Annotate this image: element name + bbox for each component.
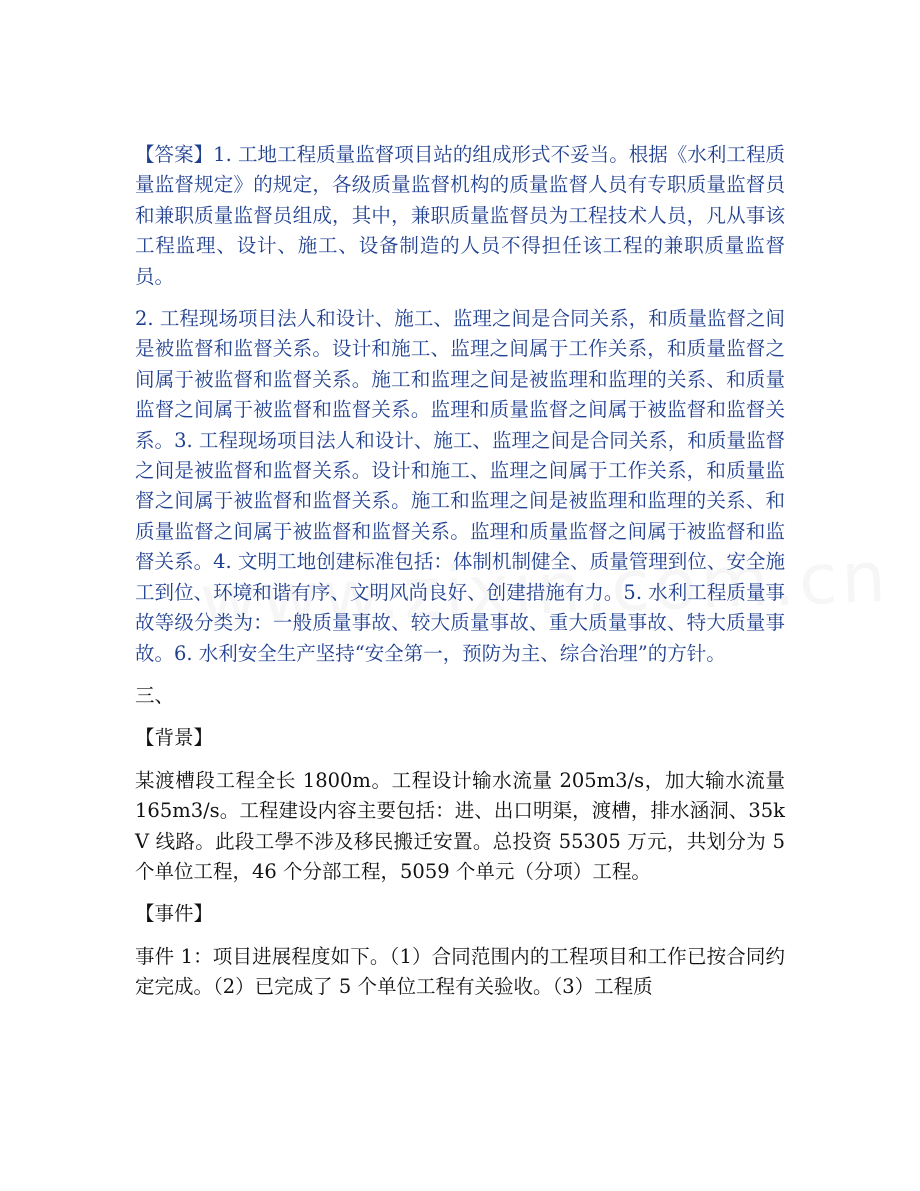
events-text: 事件 1：项目进展程度如下。（1）合同范围内的工程项目和工作已按合同约定完成。（2）已完成了 5 个单位工程有关验收。（3）工程质 [135,944,785,999]
background-heading: 【背景】 [135,726,214,750]
answer-paragraph-1 [135,140,785,292]
answer-paragraph-2: 2. 工程现场项目法人和设计、施工、监理之间是合同关系，和质量监督之间是被监督和监督关系。设计和施工、监理之间属于工作关系，和质量监督之间属于被监督和监督关系。施工和监理之间是被监理和监理的关系、和质量监督之间属于被监督和监督关系。监理和质量监督之间属于被监督和监督关系。3. 工程现场项目法人和设计、施工、监理之间是合同关系，和质量监督之间是被监督和监督关系。设计和施工、监理之间属于工作关系，和质量监督之间属于被监督和监督关系。施工和监理之间是被监理和监理的关系、和质量监督之间属于被监督和监督关系。监理和质量监督之间属于被监督和监督关系。4. 文明工地创建标准包括：体制机制健全、质量管理到位、安全施工到位、环境和谐有序、文明风尚良好、创建措施有力。5. 水利工程质量事故等级分类为：一般质量事故、较大质量事故、重大质量事故、特大质量事故。6. 水利安全生产坚持“安全第一，预防为主、综合治理”的方针。 [135,307,785,665]
document-body [135,140,785,1015]
events-heading: 【事件】 [135,902,214,926]
answer-text-1: 1. 工地工程质量监督项目站的组成形式不妥当。根据《水利工程质量监督规定》的规定，各级质量监督机构的质量监督人员有专职质量监督员和兼职质量监督员组成，其中，兼职质量监督员为工程技术人员，凡从事该工程监理、设计、施工、设备制造的人员不得担任该工程的兼职质量监督员。 [135,143,785,288]
answer-label: 【答案】 [135,143,214,166]
background-text: 某渡槽段工程全长 1800m。工程设计输水流量 205m3/s，加大输水流量 165m3/s。工程建设内容主要包括：进、出口明渠，渡槽，排水涵洞、35kV 线路。此段工學不涉及移民搬迁安置。总投资 55305 万元，共划分为 5 个单位工程，46 个分部工程，5059 个单元（分项）工程。 [135,768,785,883]
section-number: 三、 [135,683,175,707]
